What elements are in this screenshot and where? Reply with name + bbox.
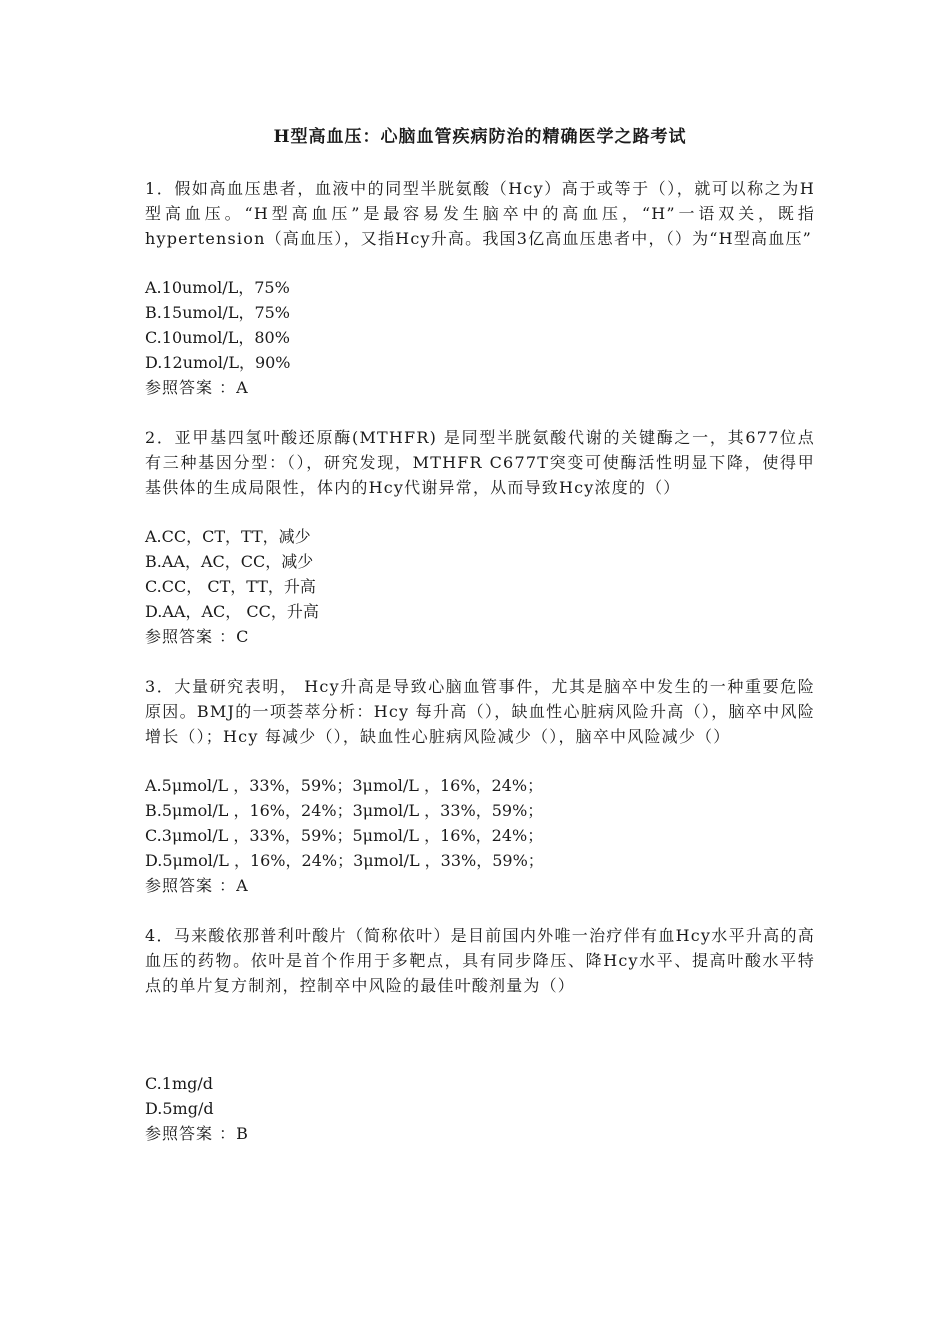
document-page — [145, 125, 815, 1146]
document-title: H型高血压：心脑血管疾病防治的精确医学之路考试 — [273, 127, 687, 147]
reference-answer: 参照答案 ：A — [145, 378, 249, 397]
option-d: D.AA，AC， CC，升高 — [145, 602, 319, 621]
option-b: B.AA，AC，CC，减少 — [145, 552, 314, 571]
option-b: B.15umol/L，75% — [145, 303, 291, 322]
reference-answer: 参照答案 ：A — [145, 876, 249, 895]
reference-answer: 参照答案 ：B — [145, 1124, 249, 1143]
question-3 — [145, 674, 815, 898]
option-a: A.10umol/L，75% — [145, 278, 290, 297]
question-1 — [145, 176, 815, 400]
option-c: C.1mg/d — [145, 1074, 213, 1093]
option-c: C.3μmol/L ，33%，59%；5μmol/L ，16%，24%； — [145, 826, 544, 845]
question-spacer — [145, 400, 815, 425]
question-spacer — [145, 649, 815, 674]
question-stem: 3．大量研究表明， Hcy升高是导致心脑血管事件，尤其是脑卒中发生的一种重要危险原因。BMJ的一项荟萃分析：Hcy 每升高（），缺血性心脏病风险升高（），脑卒中风险增长（）；Hcy 每减少（），缺血性心脏病风险减少（），脑卒中风险减少（） — [145, 677, 815, 746]
question-spacer — [145, 898, 815, 923]
reference-answer: 参照答案 ：C — [145, 627, 250, 646]
option-c: C.CC， CT，TT，升高 — [145, 577, 316, 596]
option-c: C.10umol/L，80% — [145, 328, 290, 347]
option-a: A.CC，CT，TT，减少 — [145, 527, 311, 546]
question-stem: 4．马来酸依那普利叶酸片（简称依叶）是目前国内外唯一治疗伴有血Hcy水平升高的高血压的药物。依叶是首个作用于多靶点，具有同步降压、降Hcy水平、提高叶酸水平特点的单片复方制剂，控制卒中风险的最佳叶酸剂量为（） — [145, 926, 815, 995]
question-4 — [145, 923, 815, 1146]
question-stem: 2．亚甲基四氢叶酸还原酶(MTHFR) 是同型半胱氨酸代谢的关键酶之一，其677位点有三种基因分型：（），研究发现，MTHFR C677T突变可使酶活性明显下降，使得甲基供体的生成局限性，体内的Hcy代谢异常，从而导致Hcy浓度的（） — [145, 428, 815, 497]
option-d: D.5μmol/L ，16%，24%；3μmol/L ，33%，59%； — [145, 851, 544, 870]
missing-options-gap — [145, 1022, 815, 1071]
question-stem: 1．假如高血压患者，血液中的同型半胱氨酸（Hcy）高于或等于（），就可以称之为H型高血压。“H型高血压”是最容易发生脑卒中的高血压，“H”一语双关，既指hypertension（高血压），又指Hcy升高。我国3亿高血压患者中，（）为“H型高血压” — [145, 179, 815, 248]
question-2 — [145, 425, 815, 649]
option-d: D.5mg/d — [145, 1099, 214, 1118]
option-a: A.5μmol/L ，33%，59%；3μmol/L ，16%，24%； — [145, 776, 544, 795]
option-b: B.5μmol/L ，16%，24%；3μmol/L ，33%，59%； — [145, 801, 544, 820]
option-d: D.12umol/L，90% — [145, 353, 291, 372]
